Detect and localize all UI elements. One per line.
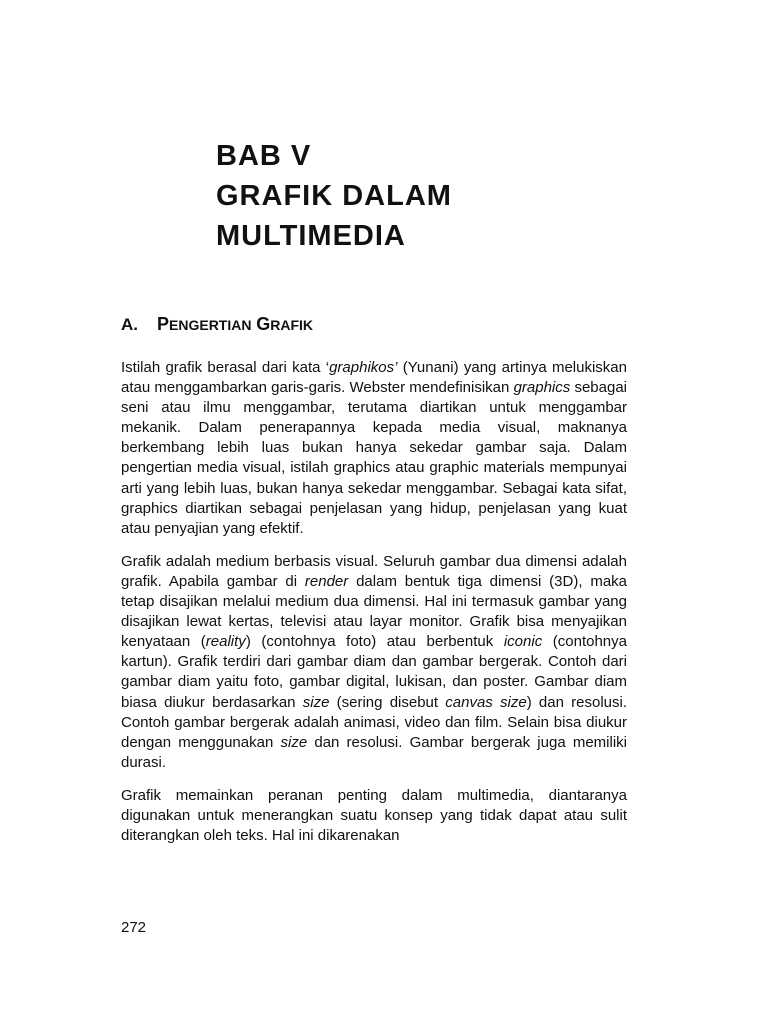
paragraph-1 bbox=[121, 358, 627, 539]
section-letter: A. bbox=[121, 315, 138, 334]
italic-term: canvas size bbox=[445, 693, 527, 711]
section-word-2-rest: RAFIK bbox=[270, 317, 313, 333]
text-run: (contohnya kartun). Grafik terdiri dari gambar diam dan gambar bergerak. Contoh dari gambar diam yaitu foto, gambar digital, lukisan, dan poster. Gambar diam biasa diukur berdasarkan bbox=[121, 633, 627, 711]
text-run: (Yunani) yang artinya melukiskan atau menggambarkan garis-garis. Webster mendefinisikan bbox=[121, 359, 627, 397]
paragraph-2 bbox=[121, 552, 627, 773]
italic-term: graphics bbox=[513, 379, 571, 397]
italic-term: iconic bbox=[503, 633, 543, 651]
italic-term: graphikos’ bbox=[329, 359, 398, 376]
page-number: 272 bbox=[121, 919, 147, 936]
chapter-title bbox=[216, 136, 452, 256]
paragraph-3 bbox=[121, 786, 627, 846]
chapter-title-line-2: MULTIMEDIA bbox=[216, 220, 406, 252]
italic-term: size bbox=[280, 733, 308, 751]
section-heading bbox=[121, 312, 313, 337]
chapter-title-line-1: GRAFIK DALAM bbox=[216, 180, 452, 212]
text-run: ) dan resolusi. Contoh gambar bergerak adalah animasi, video dan film. Selain bisa diukur dengan menggunakan bbox=[121, 693, 627, 751]
text-run: dalam bentuk tiga dimensi (3D), maka tetap disajikan melalui medium dua dimensi. Hal ini termasuk gambar yang disajikan lewat kertas, televisi atau layar monitor. Grafik bisa menyajikan kenyataan ( bbox=[121, 572, 628, 651]
text-run: Grafik memainkan peranan penting dalam multimedia, diantaranya digunakan untuk menerangkan suatu konsep yang tidak dapat atau sulit diterangkan oleh teks. Hal ini dikarenakan bbox=[121, 786, 627, 845]
italic-term: size bbox=[302, 693, 330, 711]
section-word-2-initial: G bbox=[256, 314, 271, 334]
text-run: (sering disebut bbox=[329, 693, 446, 711]
text-run: dan resolusi. Gambar bergerak juga memiliki durasi. bbox=[121, 733, 628, 771]
text-run: ) (contohnya foto) atau berbentuk bbox=[245, 633, 504, 651]
text-run: Grafik adalah medium berbasis visual. Seluruh gambar dua dimensi adalah grafik. Apabila gambar di bbox=[121, 552, 627, 590]
italic-term: render bbox=[304, 572, 349, 590]
section-word-1-rest: ENGERTIAN bbox=[169, 317, 252, 333]
section-word-1-initial: P bbox=[157, 314, 170, 334]
body-text bbox=[121, 358, 627, 859]
text-run: sebagai seni atau ilmu menggambar, terutama diartikan untuk menggambar mekanik. Dalam penerapannya kepada media visual, maknanya berkembang lebih luas bukan hanya sekedar gambar saja. Dalam pengertian media visual, istilah graphics atau graphic materials mempunyai arti yang lebih luas, bukan hanya sekedar menggambar. Sebagai kata sifat, graphics diartikan sebagai penjelasan yang hidup, penjelasan yang kuat atau penyajian yang efektif. bbox=[121, 379, 628, 537]
italic-term: reality bbox=[205, 633, 246, 651]
chapter-number: BAB V bbox=[216, 140, 312, 172]
text-run: Istilah grafik berasal dari kata ‘ bbox=[121, 359, 330, 376]
